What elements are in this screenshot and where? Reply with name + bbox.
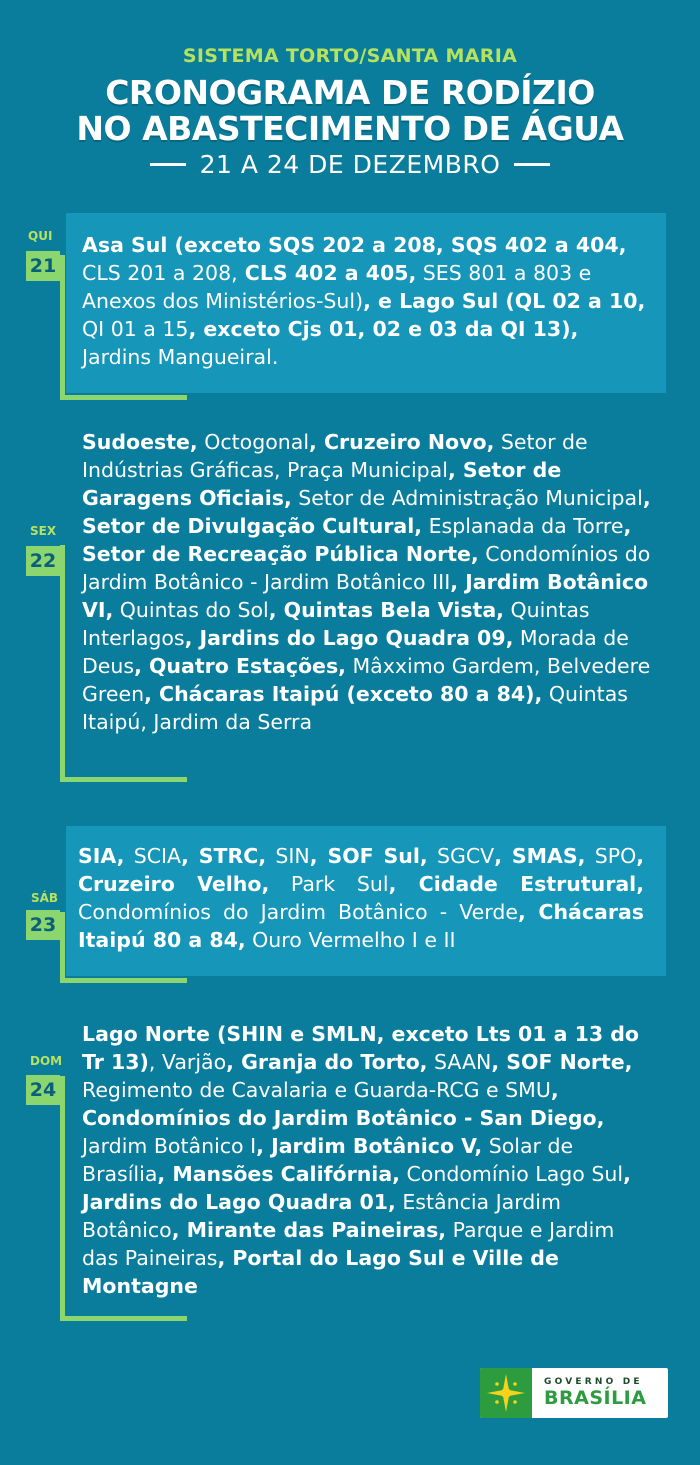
area-segment: Octogonal <box>197 430 310 454</box>
day-22-areas <box>82 428 662 736</box>
area-segment: Ouro Vermelho I e II <box>245 928 456 952</box>
area-segment: CLS 201 a 208, <box>82 261 238 285</box>
day-23-name: SÁB <box>31 891 59 905</box>
area-segment: , Setor de Recreação Pública Norte, <box>82 514 632 566</box>
area-segment: Jardim Botânico I <box>82 1134 257 1158</box>
area-segment: , Portal do Lago Sul e Ville de Montagne <box>82 1246 559 1298</box>
area-segment: , Setor de Garagens Oficiais, <box>82 458 562 510</box>
governo-de-brasilia-logo <box>480 1368 668 1418</box>
area-segment: Setor de Administração Municipal <box>291 486 643 510</box>
area-segment: , SOF Sul, <box>309 844 428 868</box>
logo-text <box>532 1368 668 1418</box>
area-segment: CLS 402 a 405, <box>237 261 417 285</box>
area-segment: Setor de Indústrias Gráficas, Praça Municipal <box>82 430 588 482</box>
system-name: SISTEMA TORTO/SANTA MARIA <box>182 45 518 67</box>
area-segment: Solar de Brasília <box>82 1134 574 1186</box>
area-segment: , STRC, <box>181 844 267 868</box>
area-segment: , Jardim Botânico VI, <box>82 570 649 622</box>
area-segment: Estância Jardim Botânico <box>82 1190 561 1242</box>
dash-right <box>514 163 550 166</box>
area-segment: Park Sul <box>269 872 389 896</box>
area-segment: , exceto Cjs 01, 02 e 03 da QI 13), <box>188 317 579 341</box>
day-24-number: 24 <box>26 1075 60 1105</box>
day-21-name: QUI <box>28 229 53 243</box>
brasilia-cross-icon <box>480 1368 532 1418</box>
page-title <box>0 75 700 147</box>
area-segment: Sudoeste, <box>82 430 198 454</box>
area-segment: , Chácaras Itaipú (exceto 80 a 84), <box>144 682 543 706</box>
day-24-name: DOM <box>30 1054 63 1068</box>
area-segment: Lago Norte (SHIN e SMLN, exceto Lts 01 a 13 do Tr 13) <box>82 1022 640 1074</box>
day-24-areas <box>82 1020 652 1300</box>
area-segment: , e Lago Sul (QL 02 a 10, <box>363 289 646 313</box>
area-segment: , Condomínios do Jardim Botânico - San Diego, <box>82 1078 605 1130</box>
area-segment: Asa Sul (exceto SQS 202 a 208, SQS 402 a 404, <box>82 233 627 257</box>
area-segment: SCIA <box>124 844 182 868</box>
day-23-number: 23 <box>26 910 60 940</box>
area-segment: Condomínios do Jardim Botânico - Jardim Botânico III <box>82 542 651 594</box>
date-range-text: 21 A 24 DE DEZEMBRO <box>199 150 501 179</box>
area-segment: Morada de Deus <box>82 626 629 678</box>
area-segment: Quintas do Sol <box>113 598 269 622</box>
area-segment: Esplanada da Torre <box>422 514 624 538</box>
day-23-areas <box>78 842 644 954</box>
area-segment: , Quatro Estações, <box>134 654 346 678</box>
area-segment: SIN <box>266 844 310 868</box>
area-segment: SIA, <box>78 844 125 868</box>
area-segment: , Granja do Torto, <box>226 1050 428 1074</box>
area-segment: , Mansões Califórnia, <box>157 1162 400 1186</box>
area-segment: , Jardins do Lago Quadra 01, <box>82 1162 631 1214</box>
date-range <box>0 150 700 179</box>
area-segment: Regimento de Cavalaria e Guarda-RCG e SMU <box>82 1078 551 1102</box>
day-22-name: SEX <box>30 524 57 538</box>
area-segment: QI 01 a 15 <box>82 317 189 341</box>
area-segment: , Jardins do Lago Quadra 09, <box>184 626 514 650</box>
day-22-number: 22 <box>26 546 60 576</box>
area-segment: , Cidade Estrutural, <box>388 872 644 896</box>
area-segment: , Jardim Botânico V, <box>256 1134 483 1158</box>
day-21-number: 21 <box>26 251 60 281</box>
area-segment: , Quintas Bela Vista, <box>268 598 504 622</box>
day-21-areas <box>82 231 652 371</box>
area-segment: SPO <box>585 844 637 868</box>
title-line-2: NO ABASTECIMENTO DE ÁGUA <box>76 109 624 148</box>
area-segment: SAAN <box>427 1050 492 1074</box>
dash-left <box>150 163 186 166</box>
area-segment: , Mirante das Paineiras, <box>171 1218 447 1242</box>
area-segment: , Chácaras Itaipú 80 a 84, <box>78 900 645 952</box>
area-segment: , SOF Norte, <box>491 1050 633 1074</box>
area-segment: Condomínio Lago Sul <box>399 1162 624 1186</box>
area-segment: , Cruzeiro Novo, <box>309 430 495 454</box>
logo-bottom-text: BRASÍLIA <box>544 1387 647 1409</box>
area-segment: , Setor de Divulgação Cultural, <box>82 486 651 538</box>
area-segment: , SMAS, <box>494 844 586 868</box>
area-segment: Mâxximo Gardem, Belvedere Green <box>82 654 651 706</box>
area-segment: , Varjão <box>148 1050 227 1074</box>
area-segment: , Cruzeiro Velho, <box>78 844 644 896</box>
area-segment: Quintas Interlagos <box>82 598 590 650</box>
area-segment: SGCV <box>427 844 495 868</box>
area-segment: Quintas Itaipú, Jardim da Serra <box>82 682 628 734</box>
area-segment: Parque e Jardim das Paineiras <box>82 1218 615 1270</box>
area-segment: Condomínios do Jardim Botânico - Verde <box>78 900 518 924</box>
title-line-1: CRONOGRAMA DE RODÍZIO <box>105 73 595 112</box>
area-segment: Jardins Mangueiral. <box>82 345 279 369</box>
area-segment: SES 801 a 803 e Anexos dos Ministérios-Sul) <box>82 261 592 313</box>
logo-top-text: GOVERNO DE <box>544 1377 643 1387</box>
